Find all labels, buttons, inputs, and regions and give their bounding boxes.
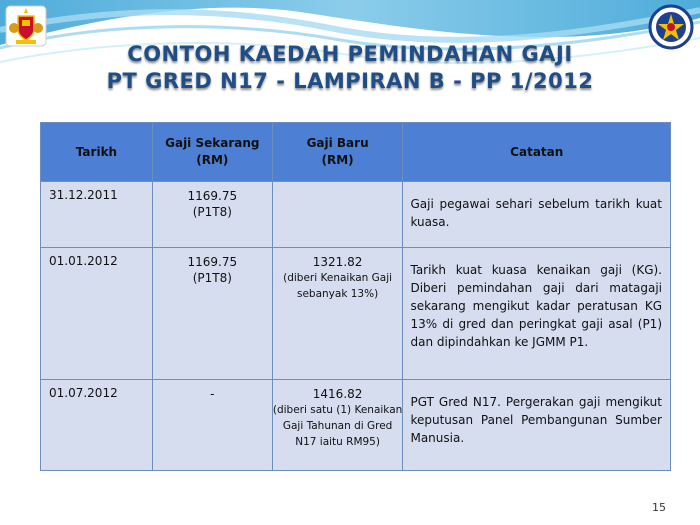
gaji-baru-value: 1416.82 bbox=[312, 387, 363, 401]
header-catatan: Catatan bbox=[403, 123, 671, 182]
cell-tarikh: 01.07.2012 bbox=[41, 380, 153, 471]
page-number: 15 bbox=[652, 501, 666, 514]
table-header-row bbox=[41, 123, 671, 182]
gaji-baru-value: 1321.82 bbox=[312, 255, 363, 269]
header-tarikh: Tarikh bbox=[41, 123, 153, 182]
header-gaji-sekarang-line1: Gaji Sekarang bbox=[165, 136, 260, 150]
cell-catatan: Tarikh kuat kuasa kenaikan gaji (KG). Diberi pemindahan gaji dari matagaji sekarang mengikut kadar peratusan KG 13% di gred dan peringkat gaji asal (P1) dan dipindahkan ke JGMM P1. bbox=[403, 248, 671, 380]
cell-gaji-sekarang bbox=[152, 182, 272, 248]
gaji-sekarang-value: - bbox=[210, 387, 215, 401]
gaji-sekarang-value: 1169.75 bbox=[187, 255, 238, 269]
gaji-sekarang-value: 1169.75 bbox=[187, 189, 238, 203]
cell-catatan: Gaji pegawai sehari sebelum tarikh kuat kuasa. bbox=[403, 182, 671, 248]
cell-tarikh: 01.01.2012 bbox=[41, 248, 153, 380]
cell-gaji-sekarang bbox=[152, 380, 272, 471]
table-row bbox=[41, 182, 671, 248]
cell-gaji-baru bbox=[272, 380, 403, 471]
header-gaji-baru bbox=[272, 123, 403, 182]
gaji-sekarang-sub: (P1T8) bbox=[192, 271, 232, 285]
table-row bbox=[41, 248, 671, 380]
gaji-baru-note: (diberi satu (1) Kenaikan Gaji Tahunan di Gred N17 iaitu RM95) bbox=[272, 404, 403, 448]
cell-catatan: PGT Gred N17. Pergerakan gaji mengikut keputusan Panel Pembangunan Sumber Manusia. bbox=[403, 380, 671, 471]
gaji-baru-note: (diberi Kenaikan Gaji sebanyak 13%) bbox=[283, 272, 393, 300]
cell-tarikh: 31.12.2011 bbox=[41, 182, 153, 248]
cell-gaji-baru bbox=[272, 248, 403, 380]
header-gaji-baru-line1: Gaji Baru bbox=[306, 136, 369, 150]
gaji-sekarang-sub: (P1T8) bbox=[192, 205, 232, 219]
salary-transfer-table bbox=[40, 122, 671, 471]
header-gaji-sekarang bbox=[152, 123, 272, 182]
cell-gaji-baru bbox=[272, 182, 403, 248]
header-gaji-baru-line2: (RM) bbox=[321, 153, 354, 167]
slide-title-line1: CONTOH KAEDAH PEMINDAHAN GAJI bbox=[127, 42, 573, 66]
header-gaji-sekarang-line2: (RM) bbox=[196, 153, 229, 167]
table-row bbox=[41, 380, 671, 471]
cell-gaji-sekarang bbox=[152, 248, 272, 380]
slide-title-line2: PT GRED N17 - LAMPIRAN B - PP 1/2012 bbox=[106, 69, 594, 93]
